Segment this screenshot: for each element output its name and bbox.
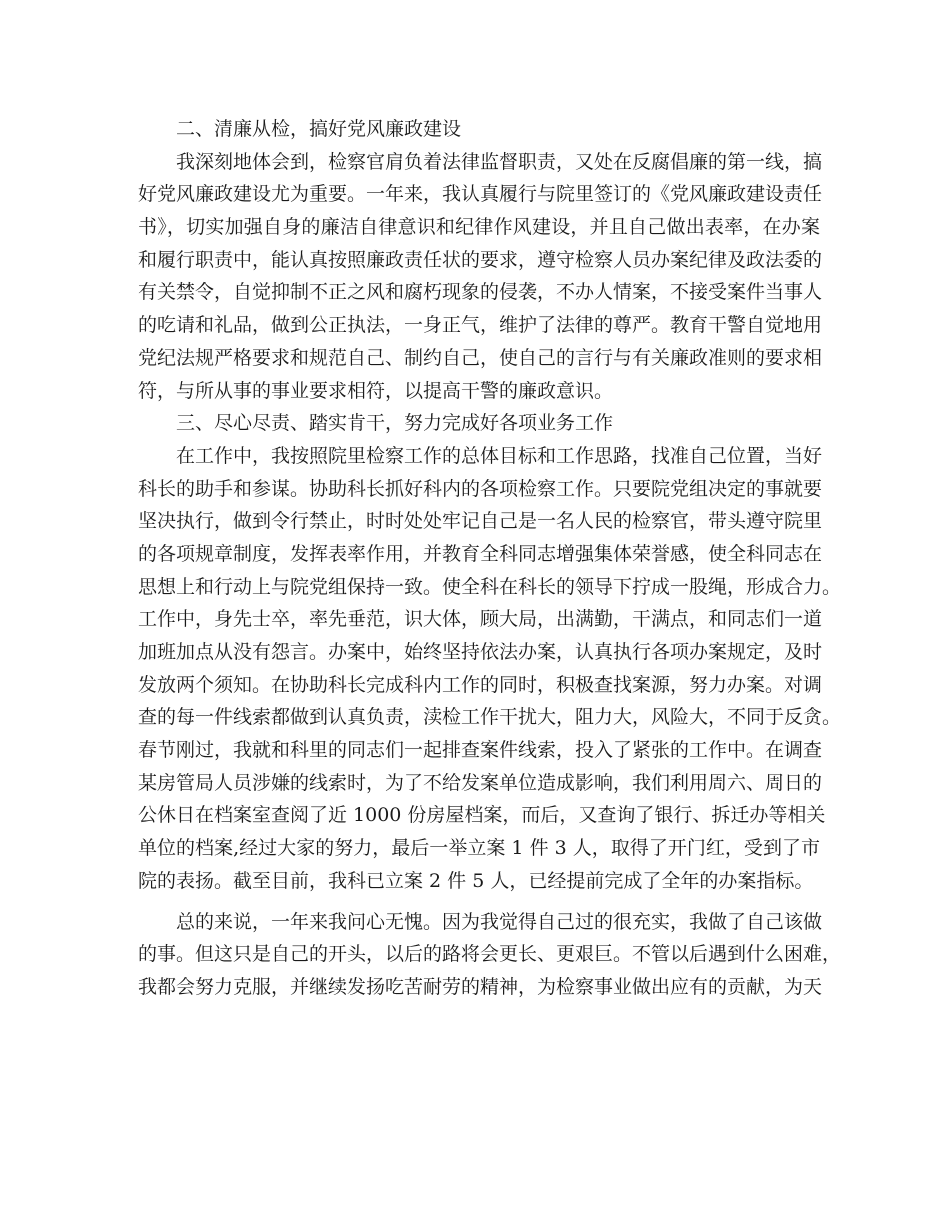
- text-line: 加班加点从没有怨言。办案中，始终坚持依法办案，认真执行各项办案规定，及时: [138, 641, 823, 663]
- text-line: 坚决执行，做到令行禁止，时时处处牢记自己是一名人民的检察官，带头遵守院里: [138, 510, 823, 533]
- section-heading: 三、尽心尽责、踏实肯干，努力完成好各项业务工作: [176, 412, 614, 435]
- text-line: 和履行职责中，能认真按照廉政责任状的要求，遵守检察人员办案纪律及政法委的: [138, 248, 823, 271]
- text-line: 总的来说，一年来我问心无愧。因为我觉得自己过的很充实，我做了自己该做: [176, 910, 823, 933]
- text-line: 党纪法规严格要求和规范自己、制约自己，使自己的言行与有关廉政准则的要求相: [138, 346, 823, 369]
- document-page: [138, 113, 842, 1004]
- text-line: 的吃请和礼品，做到公正执法，一身正气，维护了法律的尊严。教育干警自觉地用: [138, 314, 823, 337]
- section-heading: 二、清廉从检，搞好党风廉政建设: [176, 118, 462, 140]
- paragraph: [138, 146, 823, 408]
- text-line: 某房管局人员涉嫌的线索时，为了不给发案单位造成影响，我们利用周六、周日的: [138, 771, 823, 794]
- text-line: 单位的档案,经过大家的努力，最后一举立案 1 件 3 人，取得了开门红，受到了市: [138, 837, 820, 860]
- text-line: 科长的助手和参谋。协助科长抓好科内的各项检察工作。只要院党组决定的事就要: [138, 477, 823, 500]
- text-line: 思想上和行动上与院党组保持一致。使全科在科长的领导下拧成一股绳，形成合力。: [138, 575, 842, 598]
- text-line: 公休日在档案室查阅了近 1000 份房屋档案，而后，又查询了银行、拆迁办等相关: [138, 804, 826, 827]
- text-line: 工作中，身先士卒，率先垂范，识大体，顾大局，出满勤，干满点，和同志们一道: [138, 608, 823, 631]
- text-line: 查的每一件线索都做到认真负责，渎检工作干扰大，阻力大，风险大，不同于反贪。: [138, 706, 842, 729]
- text-line: 书》，切实加强自身的廉洁自律意识和纪律作风建设，并且自己做出表率，在办案: [138, 216, 820, 239]
- text-line: 的各项规章制度，发挥表率作用，并教育全科同志增强集体荣誉感，使全科同志在: [138, 542, 823, 565]
- paragraph: [138, 440, 842, 898]
- text-line: 我深刻地体会到，检察官肩负着法律监督职责，又处在反腐倡廉的第一线，搞: [176, 150, 823, 173]
- paragraph: [138, 906, 842, 1004]
- text-line: 好党风廉政建设尤为重要。一年来，我认真履行与院里签订的《党风廉政建设责任: [138, 183, 823, 206]
- text-line: 的事。但这只是自己的开头，以后的路将会更长、更艰巨。不管以后遇到什么困难，: [138, 943, 842, 966]
- text-line: 我都会努力克服，并继续发扬吃苦耐劳的精神，为检察事业做出应有的贡献，为天: [138, 975, 823, 998]
- text-line: 在工作中，我按照院里检察工作的总体目标和工作思路，找准自己位置，当好: [176, 444, 823, 467]
- paragraph-gap: [138, 898, 820, 906]
- text-line: 符，与所从事的事业要求相符，以提高干警的廉政意识。: [138, 379, 614, 402]
- text-line: 有关禁令，自觉抑制不正之风和腐朽现象的侵袭，不办人情案，不接受案件当事人: [138, 281, 823, 304]
- text-line: 院的表扬。截至目前，我科已立案 2 件 5 人，已经提前完成了全年的办案指标。: [138, 869, 814, 892]
- text-line: 发放两个须知。在协助科长完成科内工作的同时，积极查找案源，努力办案。对调: [138, 673, 823, 696]
- text-line: 春节刚过，我就和科里的同志们一起排查案件线索，投入了紧张的工作中。在调查: [138, 739, 823, 762]
